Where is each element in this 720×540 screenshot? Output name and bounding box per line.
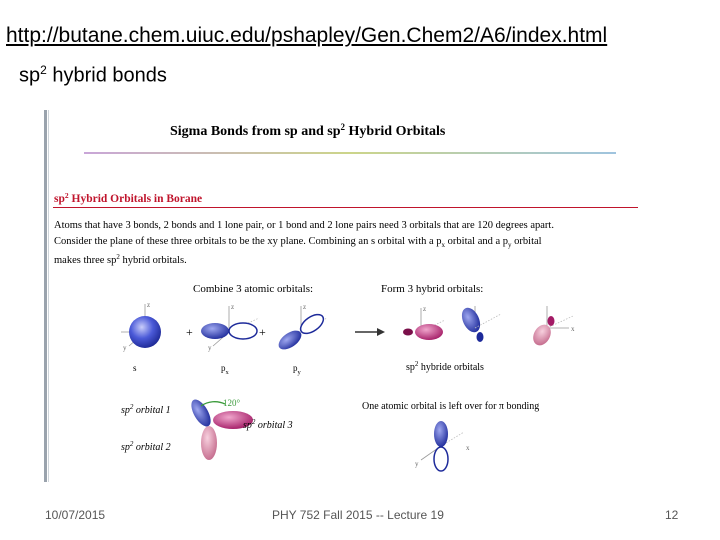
svg-text:x: x	[571, 325, 575, 333]
source-url-link[interactable]: http://butane.chem.uiuc.edu/pshapley/Gen.Chem2/A6/index.html	[6, 24, 608, 47]
section-heading: $sp^2$ Hybrid Orbitals in Borane	[54, 191, 203, 205]
px-lobe-white	[229, 323, 257, 339]
svg-text:y: y	[208, 344, 212, 352]
paragraph-line-3: makes three $sp^2$ hybrid orbitals.	[54, 253, 187, 266]
label-py: $p_y$	[293, 363, 301, 376]
arrow-icon	[355, 328, 385, 336]
hybrid-orbital-1-diagram	[403, 305, 445, 340]
plus-sign-2: +	[259, 325, 266, 339]
angle-label: 120°	[223, 398, 241, 408]
svg-text:y: y	[415, 460, 419, 468]
svg-text:z: z	[231, 303, 235, 311]
leftover-label: One atomic orbital is left over for π bonding	[362, 401, 540, 412]
left-divider	[44, 110, 47, 482]
svg-text:z: z	[423, 305, 427, 313]
paragraph-line-1: Atoms that have 3 bonds, 2 bonds and 1 lone pair, or 1 bond and 2 lone pairs need 3 orbitals that are 120 degrees apart.	[54, 220, 554, 231]
slide-subtitle: $sp^2$ hybrid bonds	[19, 63, 167, 87]
footer-page-number: 12	[665, 508, 679, 522]
hybrid-orbital-2-diagram	[458, 305, 501, 342]
footer-date: 10/07/2015	[45, 508, 106, 522]
label-s: s	[133, 363, 137, 373]
orbital-1-label: $sp^2$ orbital 1	[121, 403, 171, 416]
px-orbital-diagram	[201, 303, 259, 352]
svg-text:x: x	[466, 444, 470, 452]
s-orbital-diagram	[121, 301, 161, 352]
svg-text:z: z	[147, 301, 151, 309]
leftover-pz-diagram	[415, 421, 470, 471]
svg-text:z: z	[303, 303, 307, 311]
px-lobe-blue	[201, 323, 229, 339]
s-orbital-sphere	[129, 316, 161, 348]
hybrid-orbitals-label: $sp^2$ hybride orbitals	[406, 360, 484, 373]
form-label: Form 3 hybrid orbitals:	[381, 283, 484, 295]
orbital-2-label: $sp^2$ orbital 2	[121, 440, 171, 453]
label-px: $p_x$	[221, 363, 229, 376]
combine-label: Combine 3 atomic orbitals:	[193, 283, 314, 295]
footer-course: PHY 752 Fall 2015 -- Lecture 19	[272, 508, 444, 522]
figure-canvas	[49, 110, 649, 485]
title-rule	[84, 152, 616, 154]
hybrid-orbital-3-diagram	[530, 306, 575, 349]
borane-hybrid-figure	[49, 110, 649, 490]
paragraph-line-2: Consider the plane of these three orbitals to be the xy plane. Combining an s orbital with a $p_x$ orbital and a $p_y$ orbital	[54, 236, 542, 249]
orbital-3-label: $sp^2$ orbital 3	[243, 418, 293, 431]
py-lobe-white	[297, 311, 326, 337]
plus-sign-1: +	[186, 325, 193, 339]
figure-title: Sigma Bonds from sp and $sp^2$ Hybrid Orbitals	[170, 122, 446, 139]
angle-arc	[201, 402, 225, 406]
py-orbital-diagram	[275, 303, 327, 353]
section-rule	[53, 207, 638, 208]
svg-text:y: y	[123, 344, 127, 352]
